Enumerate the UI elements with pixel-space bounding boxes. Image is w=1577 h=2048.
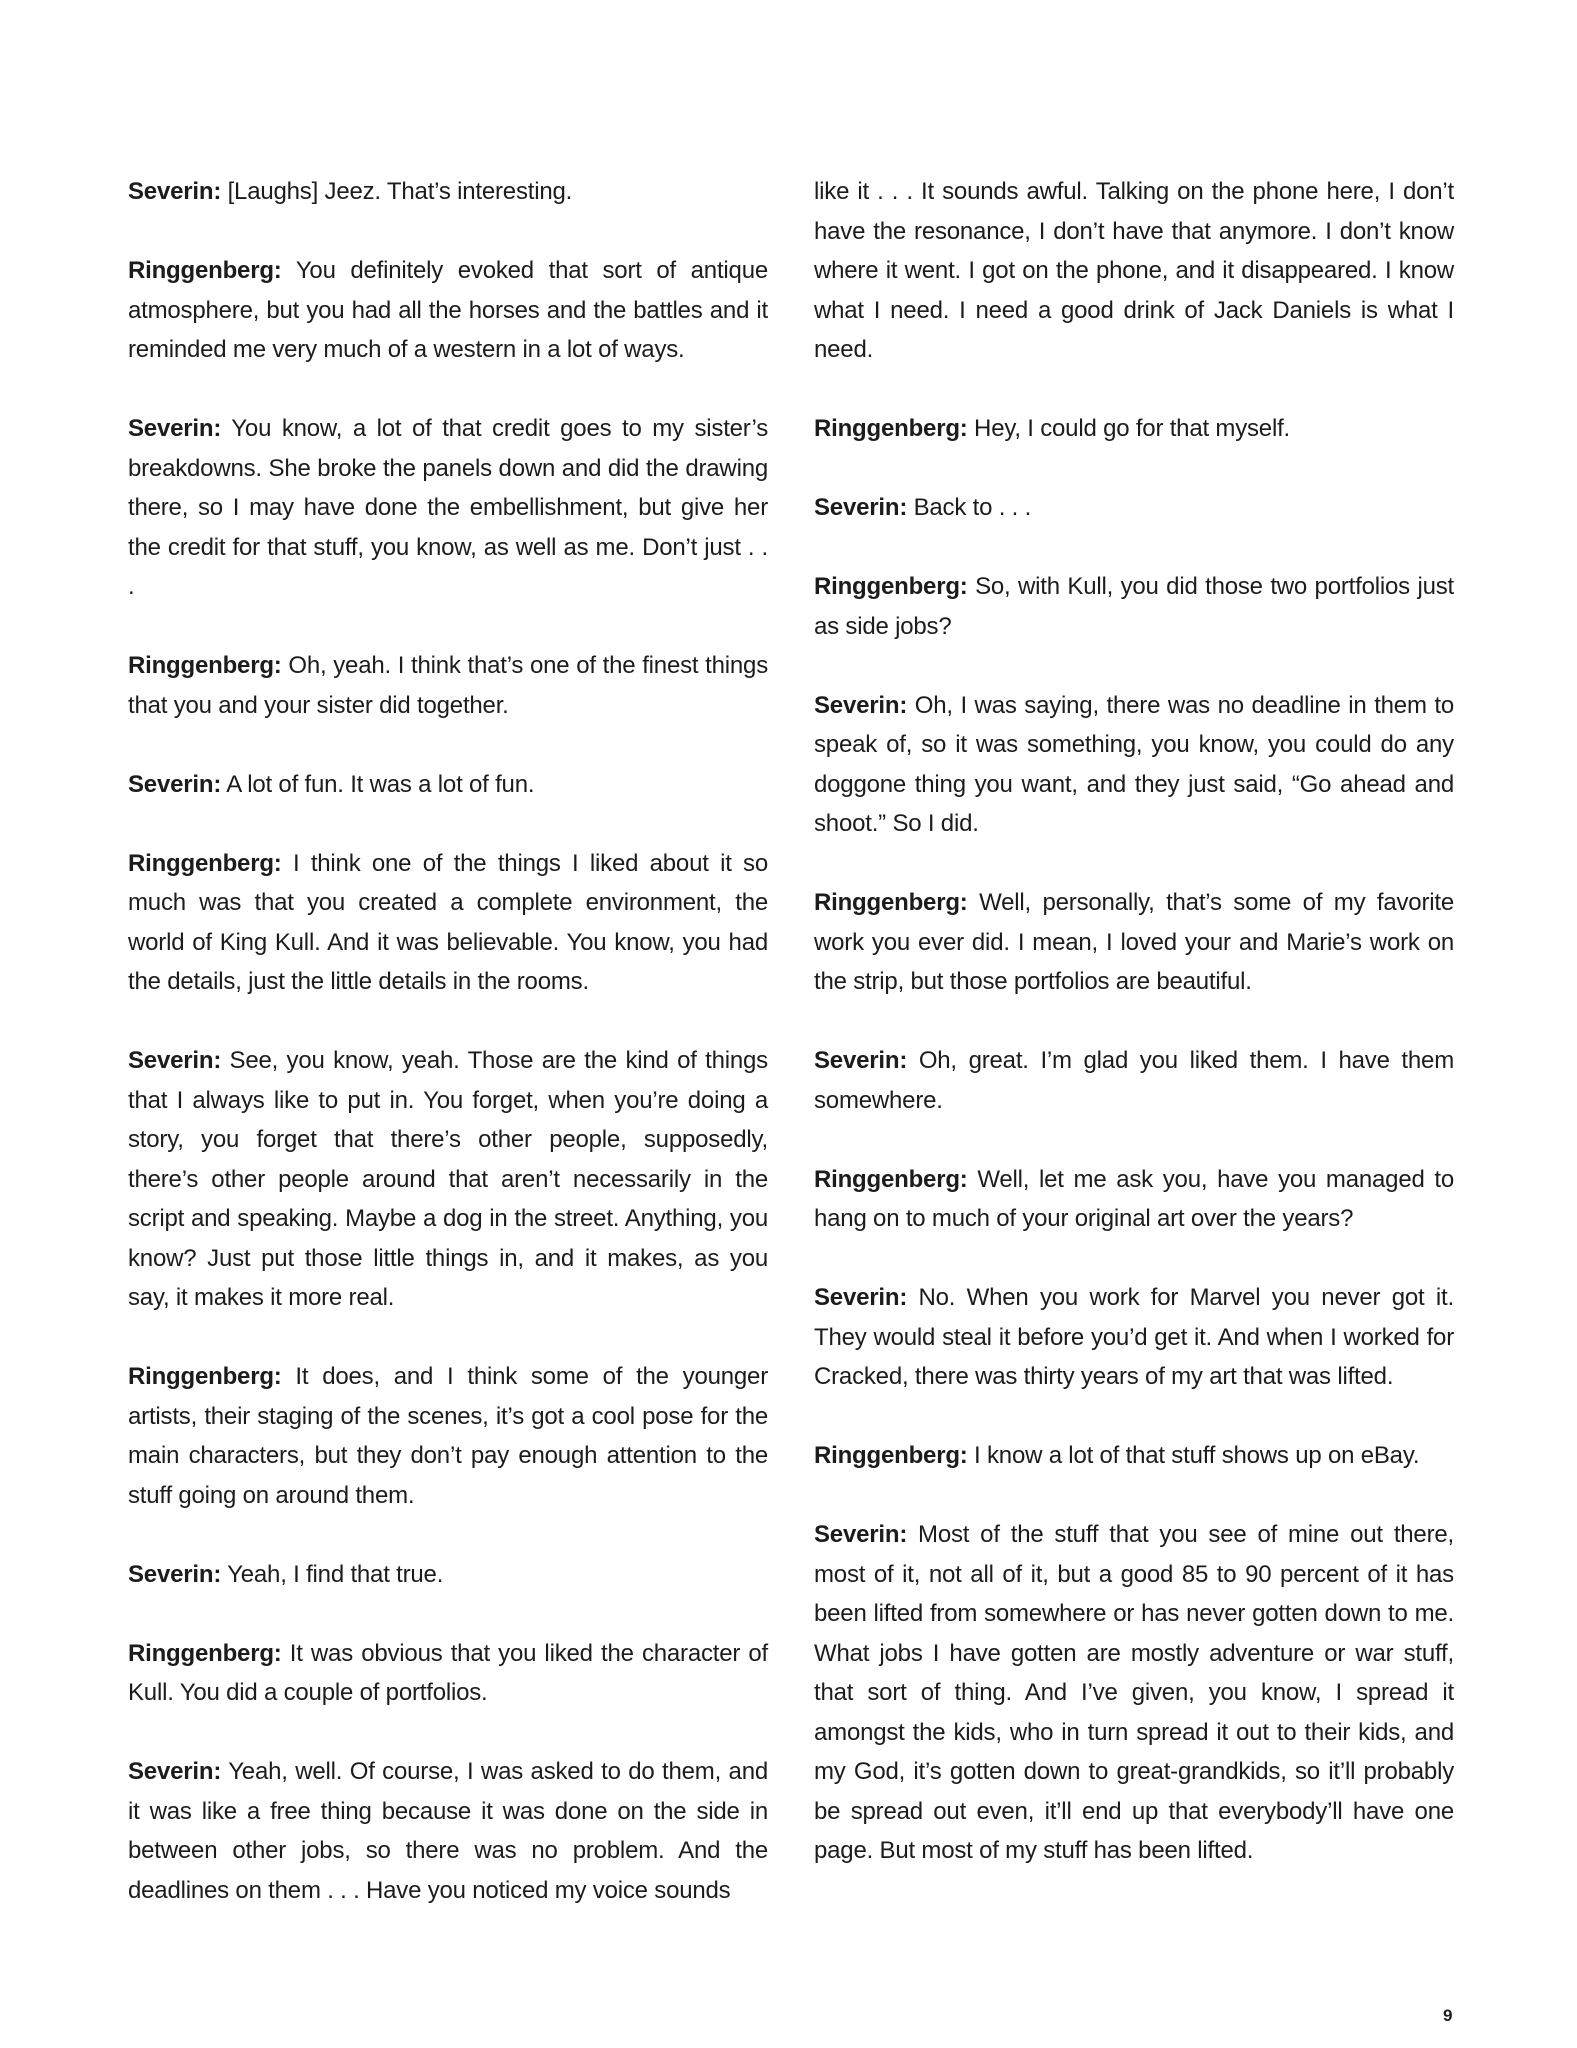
speaker-name: Severin: <box>814 1047 908 1074</box>
speech-text: Oh, yeah. I think that’s one of the finest things that you and your sister did together. <box>128 652 768 719</box>
speaker-name: Severin: <box>814 1521 908 1548</box>
speech-text: Yeah, I find that true. <box>221 1560 444 1588</box>
speaker-name: Ringgenberg: <box>128 849 282 877</box>
speech-text: You know, a lot of that credit goes to my sister’s breakdowns. She broke the panels down and did the drawing there, so I may have done the embellishment, but give her the credit for that stuff, you know, as well as me. Don’t just . . . <box>128 415 768 600</box>
interview-paragraph <box>128 1357 768 1515</box>
speaker-name: Severin: <box>128 415 222 442</box>
speaker-name: Severin: <box>814 494 908 521</box>
speech-text: No. When you work for Marvel you never got it. They would steal it before you’d get it. And when I worked for Cracked, there was thirty years of my art that was lifted. <box>814 1284 1454 1390</box>
speech-text: Yeah, well. Of course, I was asked to do them, and it was like a free thing because it was done on the side in between other jobs, so there was no problem. And the deadlines on them . . . Have you noticed my voice sounds <box>128 1758 768 1904</box>
speaker-name: Severin: <box>128 770 222 798</box>
right-column <box>814 172 1454 1871</box>
speaker-name: Ringgenberg: <box>814 1165 968 1193</box>
speaker-name: Ringgenberg: <box>128 1639 282 1667</box>
speaker-name: Ringgenberg: <box>814 889 968 916</box>
interview-paragraph <box>814 1278 1454 1397</box>
speech-text: Hey, I could go for that myself. <box>967 415 1291 442</box>
interview-paragraph <box>128 1634 768 1713</box>
page-number: 9 <box>1443 2006 1453 2025</box>
speaker-name: Severin: <box>128 178 222 205</box>
speech-text: It was obvious that you liked the character of Kull. You did a couple of portfolios. <box>128 1639 768 1706</box>
speech-text: Most of the stuff that you see of mine out there, most of it, not all of it, but a good 85 to 90 percent of it has been lifted from somewhere or has never gotten down to me. What jobs I have gotten are mostly adventure or war stuff, that sort of thing. And I’ve given, you know, I spread it amongst the kids, who in turn spread it out to their kids, and my God, it’s gotten down to great-grandkids, so it’ll probably be spread out even, it’ll end up that everybody’ll have one page. But most of my stuff has been lifted. <box>814 1521 1454 1864</box>
interview-paragraph <box>814 1436 1454 1476</box>
speech-text: Oh, I was saying, there was no deadline in them to speak of, so it was something, you know, you could do any doggone thing you want, and they just said, “Go ahead and shoot.” So I did. <box>814 691 1454 837</box>
interview-paragraph <box>128 172 768 212</box>
speaker-name: Severin: <box>814 1284 908 1311</box>
interview-paragraph <box>814 409 1454 449</box>
speaker-name: Ringgenberg: <box>814 1442 968 1469</box>
interview-paragraph <box>128 844 768 1002</box>
speaker-name: Ringgenberg: <box>128 652 282 679</box>
speech-text: So, with Kull, you did those two portfolios just as side jobs? <box>814 573 1454 640</box>
speech-text: I know a lot of that stuff shows up on eBay. <box>967 1442 1420 1469</box>
interview-paragraph <box>814 1515 1454 1871</box>
interview-paragraph <box>814 172 1454 370</box>
interview-paragraph <box>128 251 768 370</box>
speech-text: like it . . . It sounds awful. Talking on the phone here, I don’t have the resonance, I don’t have that anymore. I don’t know where it went. I got on the phone, and it disappeared. I know what I need. I need a good drink of Jack Daniels is what I need. <box>814 178 1454 363</box>
speech-text: A lot of fun. It was a lot of fun. <box>221 770 535 798</box>
speech-text: Back to . . . <box>907 494 1032 521</box>
interview-paragraph <box>128 765 768 805</box>
interview-paragraph <box>128 646 768 725</box>
interview-paragraph <box>128 1041 768 1318</box>
speech-text: [Laughs] Jeez. That’s interesting. <box>221 178 573 205</box>
speaker-name: Severin: <box>128 1758 222 1785</box>
interview-paragraph <box>814 488 1454 528</box>
speaker-name: Severin: <box>128 1047 222 1074</box>
interview-paragraph <box>128 409 768 607</box>
speaker-name: Ringgenberg: <box>814 415 968 442</box>
interview-paragraph <box>128 1555 768 1595</box>
speech-text: It does, and I think some of the younger artists, their staging of the scenes, it’s got a cool pose for the main characters, but they don’t pay enough attention to the stuff going on around them. <box>128 1363 768 1509</box>
interview-paragraph <box>814 567 1454 646</box>
speech-text: Well, let me ask you, have you managed to hang on to much of your original art over the years? <box>814 1165 1454 1232</box>
speaker-name: Severin: <box>814 691 908 719</box>
left-column <box>128 172 768 1910</box>
speaker-name: Ringgenberg: <box>128 257 282 284</box>
speaker-name: Ringgenberg: <box>128 1363 282 1390</box>
interview-paragraph <box>814 883 1454 1002</box>
interview-paragraph <box>814 686 1454 844</box>
speaker-name: Severin: <box>128 1560 222 1588</box>
interview-paragraph <box>814 1160 1454 1239</box>
interview-paragraph <box>814 1041 1454 1120</box>
speech-text: See, you know, yeah. Those are the kind of things that I always like to put in. You forget, when you’re doing a story, you forget that there’s other people, supposedly, there’s other people around that aren’t necessarily in the script and speaking. Maybe a dog in the street. Anything, you know? Just put those little things in, and it makes, as you say, it makes it more real. <box>128 1047 768 1311</box>
interview-paragraph <box>128 1752 768 1910</box>
speech-text: You definitely evoked that sort of antique atmosphere, but you had all the horses and the battles and it reminded me very much of a western in a lot of ways. <box>128 257 768 363</box>
speech-text: I think one of the things I liked about it so much was that you created a complete environment, the world of King Kull. And it was believable. You know, you had the details, just the little details in the rooms. <box>128 849 768 995</box>
speech-text: Well, personally, that’s some of my favorite work you ever did. I mean, I loved your and Marie’s work on the strip, but those portfolios are beautiful. <box>814 889 1454 995</box>
speaker-name: Ringgenberg: <box>814 573 968 600</box>
speech-text: Oh, great. I’m glad you liked them. I have them somewhere. <box>814 1047 1454 1114</box>
